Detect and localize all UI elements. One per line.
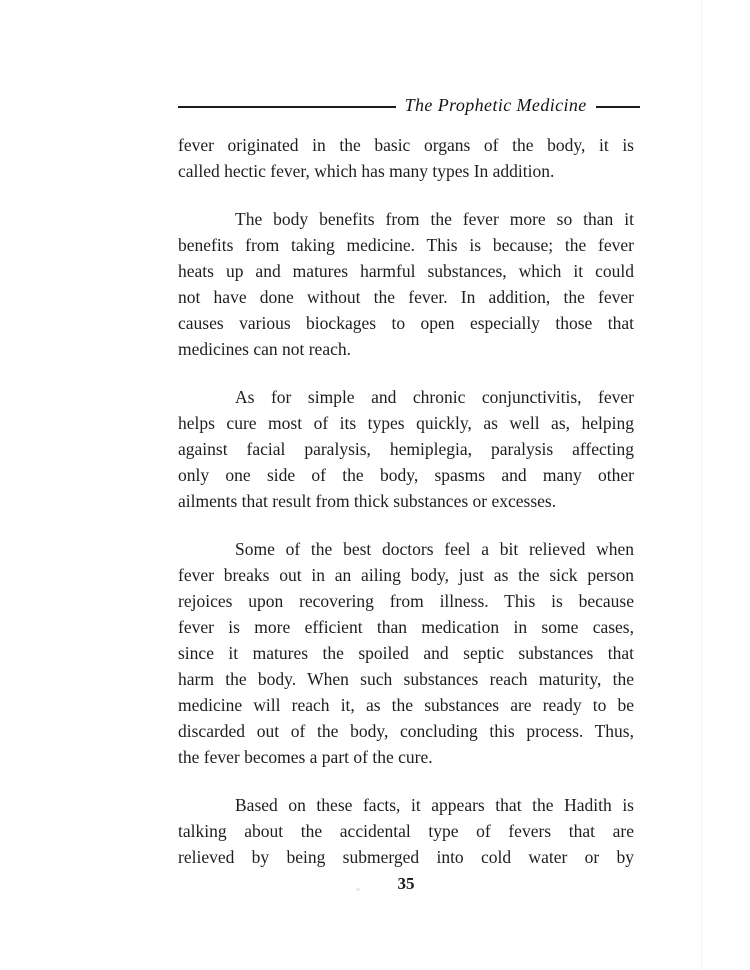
text-line: fever is more efficient than medication in some cases,	[178, 617, 634, 637]
text-line: benefits from taking medicine. This is because; the fever	[178, 235, 634, 255]
text-line: Some of the best doctors feel a bit relieved when	[235, 539, 634, 559]
paragraph	[178, 132, 634, 184]
text-line: The body benefits from the fever more so than it	[235, 209, 634, 229]
text-line: medicine will reach it, as the substances are ready to be	[178, 695, 634, 715]
paragraph	[178, 536, 634, 770]
text-line: medicines can not reach.	[178, 339, 351, 359]
text-line: only one side of the body, spasms and many other	[178, 465, 634, 485]
page-number: 35	[397, 874, 415, 893]
text-line: As for simple and chronic conjunctivitis, fever	[235, 387, 634, 407]
header-title: The Prophetic Medicine	[404, 94, 587, 115]
text-line: the fever becomes a part of the cure.	[178, 747, 433, 767]
text-line: since it matures the spoiled and septic substances that	[178, 643, 634, 663]
text-line: not have done without the fever. In addition, the fever	[178, 287, 634, 307]
text-line: talking about the accidental type of fevers that are	[178, 821, 634, 841]
text-line: ailments that result from thick substances or excesses.	[178, 491, 557, 511]
paragraph	[178, 384, 634, 514]
header-rule-left	[178, 106, 396, 108]
text-line: helps cure most of its types quickly, as well as, helping	[178, 413, 634, 433]
text-line: against facial paralysis, hemiplegia, paralysis affecting	[178, 439, 634, 459]
text-line: heats up and matures harmful substances, which it could	[178, 261, 634, 281]
running-header	[178, 92, 640, 122]
text-line: harm the body. When such substances reach maturity, the	[178, 669, 634, 689]
paragraph	[178, 792, 634, 870]
text-line: called hectic fever, which has many types In addition.	[178, 161, 555, 181]
paragraph	[178, 206, 634, 362]
text-line: fever originated in the basic organs of the body, it is	[178, 135, 634, 155]
body-text	[178, 132, 634, 892]
text-line: relieved by being submerged into cold water or by	[178, 847, 634, 867]
text-line: rejoices upon recovering from illness. This is because	[178, 591, 634, 611]
scan-edge-line	[701, 0, 702, 970]
text-line: discarded out of the body, concluding this process. Thus,	[178, 721, 634, 741]
header-rule-right	[596, 106, 640, 108]
text-line: fever breaks out in an ailing body, just as the sick person	[178, 565, 634, 585]
text-line: Based on these facts, it appears that the Hadith is	[235, 795, 634, 815]
text-line: causes various biockages to open especially those that	[178, 313, 634, 333]
